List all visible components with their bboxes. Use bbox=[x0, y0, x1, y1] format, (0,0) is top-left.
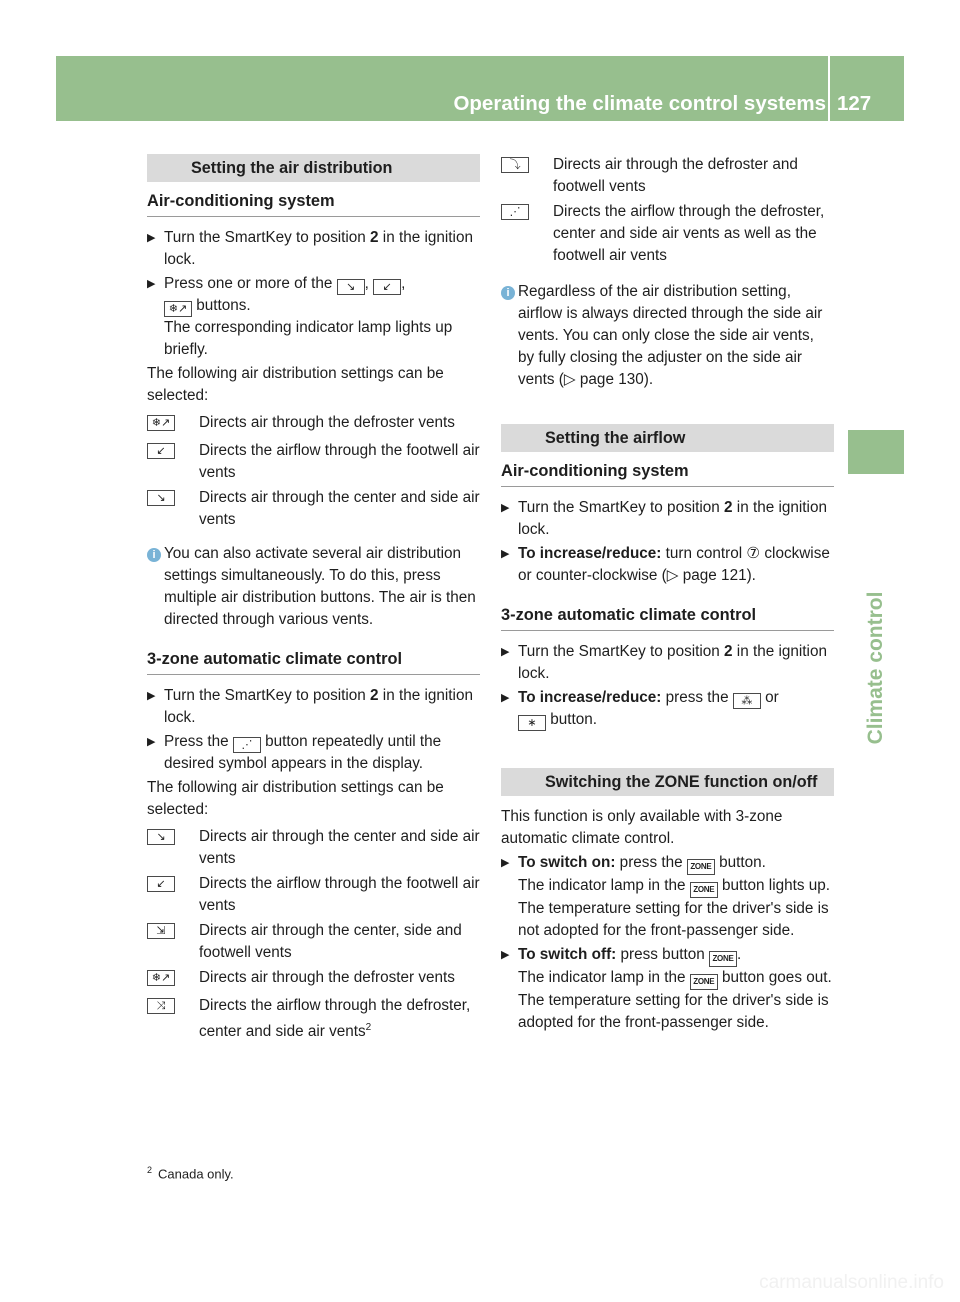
info-icon: i bbox=[147, 548, 161, 562]
zone-button-icon: ZONE bbox=[690, 974, 718, 990]
step-smartkey: ▶ Turn the SmartKey to position 2 in the ignition lock. bbox=[147, 229, 473, 268]
arrow-icon: ▶ bbox=[147, 736, 156, 748]
arrow-icon: ▶ bbox=[147, 278, 156, 290]
zone-button-icon: ZONE bbox=[690, 882, 718, 898]
subheading-ac-system: Air-conditioning system bbox=[147, 190, 480, 217]
footwell-vent-icon: ↙ bbox=[147, 876, 175, 892]
step-switch-off: ▶ To switch off: press button ZONE . The indicator lamp in the ZONE button goes out. The temperature setting for the driver's side is adopted for the front-passenger side. bbox=[501, 946, 832, 1031]
center-vent-icon: ↘ bbox=[337, 279, 365, 295]
step-smartkey: ▶ Turn the SmartKey to position 2 in the ignition lock. bbox=[147, 687, 473, 726]
arrow-icon: ▶ bbox=[501, 646, 510, 658]
side-tab-marker bbox=[848, 430, 904, 474]
zone-button-icon: ZONE bbox=[687, 859, 715, 875]
center-vent-icon: ↘ bbox=[147, 829, 175, 845]
side-tab-label: Climate control bbox=[864, 591, 887, 745]
info-note: i Regardless of the air distribution setting, airflow is always directed through the side air vents. You can only close the side air vents, by fully closing the adjuster on the side air vents (▷ page 130). bbox=[501, 281, 834, 391]
zone-intro: This function is only available with 3-zone automatic climate control. bbox=[501, 808, 783, 847]
step-press-buttons: ▶ Press one or more of the ↘ , ↙ , ❄↗ buttons. The corresponding indicator lamp lights up briefly. bbox=[147, 275, 453, 358]
defrost-all-vent-icon: ⤨ bbox=[147, 998, 175, 1014]
section-heading-air-distribution: Setting the air distribution bbox=[147, 154, 480, 182]
setting-row: ↘ Directs air through the center and side air vents bbox=[147, 487, 480, 531]
step-increase-reduce: ▶ To increase/reduce: press the ⁂ or ∗ button. bbox=[501, 689, 779, 729]
header-bar bbox=[56, 56, 904, 121]
right-column bbox=[501, 154, 834, 1034]
section-heading-zone: Switching the ZONE function on/off bbox=[501, 768, 834, 796]
zone-button-icon: ZONE bbox=[709, 951, 737, 967]
setting-row: ⤨ Directs the airflow through the defroster, center and side air vents$^2$ bbox=[147, 995, 480, 1043]
subheading-3zone: 3-zone automatic climate control bbox=[501, 604, 834, 631]
setting-row: ↙ Directs the airflow through the footwell air vents bbox=[147, 873, 480, 917]
section-heading-airflow: Setting the airflow bbox=[501, 424, 834, 452]
arrow-icon: ▶ bbox=[147, 232, 156, 244]
arrow-icon: ▶ bbox=[147, 690, 156, 702]
setting-row: ↘ Directs air through the center and side air vents bbox=[147, 826, 480, 870]
step-switch-on: ▶ To switch on: press the ZONE button. The indicator lamp in the ZONE button lights up. The temperature setting for the driver's side is not adopted for the front-passenger side. bbox=[501, 854, 831, 939]
step-smartkey: ▶ Turn the SmartKey to position 2 in the ignition lock. bbox=[501, 643, 827, 682]
step-increase-reduce: ▶ To increase/reduce: turn control ⑦ clockwise or counter-clockwise (▷ page 121). bbox=[501, 545, 830, 584]
setting-row: ⇲ Directs air through the center, side and footwell vents bbox=[147, 920, 480, 964]
defrost-vent-icon: ❄↗ bbox=[164, 301, 192, 317]
left-column bbox=[147, 154, 480, 1043]
footnote: $^2$ Canada only. bbox=[147, 1165, 234, 1182]
setting-row: ↙ Directs the airflow through the footwell air vents bbox=[147, 440, 480, 484]
subheading-ac-system: Air-conditioning system bbox=[501, 460, 834, 487]
setting-row: ⋰ Directs the airflow through the defroster, center and side air vents as well as the footwell air vents bbox=[501, 201, 834, 267]
section-title: Operating the climate control systems bbox=[453, 92, 826, 115]
info-note: i You can also activate several air distribution settings simultaneously. To do this, press multiple air distribution buttons. The air is then directed through various vents. bbox=[147, 543, 480, 631]
arrow-icon: ▶ bbox=[501, 692, 510, 704]
step-smartkey: ▶ Turn the SmartKey to position 2 in the ignition lock. bbox=[501, 499, 827, 538]
following-text: The following air distribution settings can be selected: bbox=[147, 365, 444, 404]
arrow-icon: ▶ bbox=[501, 949, 510, 961]
header-divider bbox=[828, 56, 830, 121]
defrost-footwell-vent-icon: ⤵ bbox=[501, 157, 529, 173]
footwell-vent-icon: ↙ bbox=[373, 279, 401, 295]
footwell-vent-icon: ↙ bbox=[147, 443, 175, 459]
setting-row: ❄↗ Directs air through the defroster vents bbox=[147, 412, 480, 437]
defrost-vent-icon: ❄↗ bbox=[147, 970, 175, 986]
center-footwell-vent-icon: ⇲ bbox=[147, 923, 175, 939]
all-vents-icon: ⋰ bbox=[233, 737, 261, 753]
page-number: 127 bbox=[837, 92, 872, 115]
subheading-3zone: 3-zone automatic climate control bbox=[147, 648, 480, 675]
fan-increase-icon: ⁂ bbox=[733, 693, 761, 709]
following-text: The following air distribution settings can be selected: bbox=[147, 779, 444, 818]
step-press-button: ▶ Press the ⋰ button repeatedly until the desired symbol appears in the display. bbox=[147, 733, 442, 772]
arrow-icon: ▶ bbox=[501, 548, 510, 560]
all-vents-icon: ⋰ bbox=[501, 204, 529, 220]
info-icon: i bbox=[501, 286, 515, 300]
arrow-icon: ▶ bbox=[501, 857, 510, 869]
setting-row: ⤵ Directs air through the defroster and footwell vents bbox=[501, 154, 834, 198]
defrost-vent-icon: ❄↗ bbox=[147, 415, 175, 431]
setting-row: ❄↗ Directs air through the defroster vents bbox=[147, 967, 480, 992]
watermark: carmanualsonline.info bbox=[759, 1272, 944, 1293]
center-vent-icon: ↘ bbox=[147, 490, 175, 506]
fan-decrease-icon: ∗ bbox=[518, 715, 546, 731]
arrow-icon: ▶ bbox=[501, 502, 510, 514]
